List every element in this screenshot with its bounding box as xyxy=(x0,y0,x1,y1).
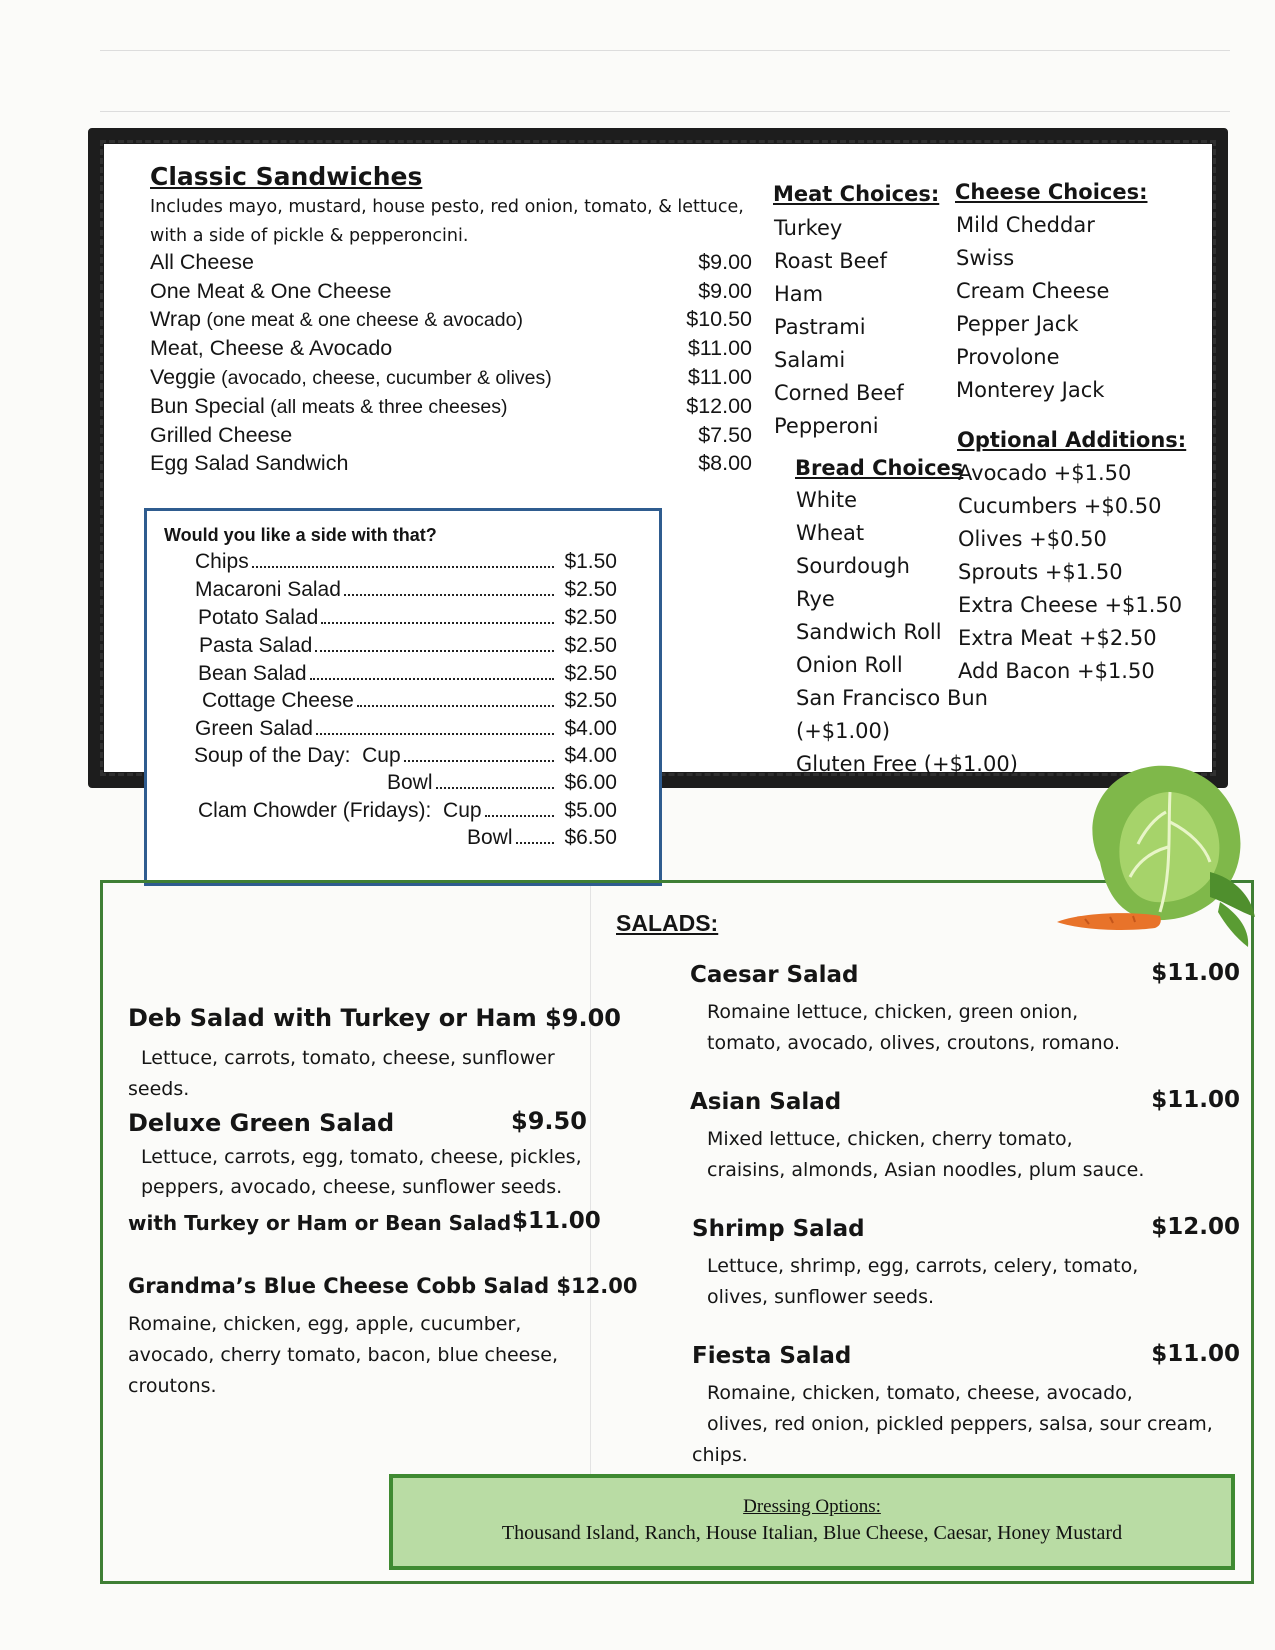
side-item-price: $6.50 xyxy=(564,826,617,849)
salad-desc: seeds. xyxy=(128,1078,190,1100)
salad-desc: olives, red onion, pickled peppers, salsa, sour cream, xyxy=(707,1413,1213,1435)
side-item-dots xyxy=(436,787,554,789)
meat-choice-item: Salami xyxy=(774,348,846,372)
side-item xyxy=(467,826,617,850)
cheese-choices-list xyxy=(956,209,1109,407)
side-item-dots xyxy=(310,678,554,680)
side-item-label: Bowl xyxy=(467,826,513,849)
sandwich-detail: (one meat & one cheese & avocado) xyxy=(200,309,523,331)
optional-additions-list xyxy=(958,457,1182,688)
sandwich-name: Veggie xyxy=(150,365,216,389)
cheese-choice-item: Swiss xyxy=(956,246,1015,270)
side-item xyxy=(387,771,617,795)
side-item xyxy=(198,662,617,686)
sandwich-item xyxy=(150,365,552,390)
sandwich-price: $7.50 xyxy=(698,423,752,447)
meat-choice-item: Turkey xyxy=(774,216,843,240)
side-item-dots xyxy=(321,622,554,624)
sandwich-detail: (avocado, cheese, cucumber & olives) xyxy=(215,367,552,389)
dressing-options-box xyxy=(389,1474,1235,1570)
cheese-choice-item: Mild Cheddar xyxy=(956,213,1095,237)
sandwich-name: All Cheese xyxy=(150,250,254,274)
salad-desc: olives, sunflower seeds. xyxy=(707,1286,935,1308)
salad-desc: tomato, avocado, olives, croutons, romano. xyxy=(707,1032,1120,1054)
sandwich-item xyxy=(150,307,523,332)
meat-choice-item: Ham xyxy=(774,282,824,306)
side-item xyxy=(199,634,617,658)
side-item xyxy=(198,799,617,823)
side-item xyxy=(195,550,617,574)
sandwich-name: Bun Special xyxy=(150,394,265,418)
salad-desc: Lettuce, carrots, tomato, cheese, sunflower xyxy=(141,1047,555,1069)
sandwich-name: Meat, Cheese & Avocado xyxy=(150,336,393,360)
salad-name: with Turkey or Ham or Bean Salad xyxy=(128,1211,512,1235)
side-item-price: $6.00 xyxy=(564,771,617,794)
salad-price: $9.50 xyxy=(511,1107,587,1135)
meat-choice-item: Corned Beef xyxy=(774,381,904,405)
side-item-dots xyxy=(252,566,554,568)
salad-desc: Lettuce, carrots, egg, tomato, cheese, pickles, xyxy=(141,1146,582,1168)
salad-price: $11.00 xyxy=(1151,1341,1240,1367)
bread-choice-item: White xyxy=(796,488,858,512)
cheese-choice-item: Pepper Jack xyxy=(956,312,1079,336)
sandwich-item xyxy=(150,279,391,304)
side-item-label: Bowl xyxy=(387,771,433,794)
sandwich-detail: (all meats & three cheeses) xyxy=(264,396,508,418)
side-item-label: Cottage Cheese xyxy=(202,689,354,712)
salad-desc: croutons. xyxy=(128,1375,217,1397)
sides-title: Would you like a side with that? xyxy=(164,525,437,545)
side-item-price: $2.50 xyxy=(564,606,617,629)
side-item xyxy=(202,689,617,713)
sandwich-price: $8.00 xyxy=(698,451,752,475)
side-item-price: $4.00 xyxy=(564,717,617,740)
salads-title: SALADS: xyxy=(616,910,719,936)
sandwich-name: Grilled Cheese xyxy=(150,423,293,447)
side-item-label: Clam Chowder (Fridays): Cup xyxy=(198,799,482,822)
side-item-label: Soup of the Day: Cup xyxy=(194,744,401,767)
sandwich-item xyxy=(150,394,508,419)
sandwiches-intro-line2: with a side of pickle & pepperoncini. xyxy=(150,226,469,246)
sandwich-item xyxy=(150,423,292,448)
salad-name: Deluxe Green Salad xyxy=(128,1109,395,1137)
meat-choices-list xyxy=(774,212,904,443)
salad-name: Shrimp Salad xyxy=(692,1216,865,1242)
bread-choice-item: Sandwich Roll xyxy=(796,620,942,644)
salad-name: Asian Salad xyxy=(690,1089,842,1115)
side-item-label: Bean Salad xyxy=(198,662,307,685)
sandwich-item xyxy=(150,336,392,361)
dressing-options-title: Dressing Options: xyxy=(743,1496,881,1517)
sandwich-name: Wrap xyxy=(150,307,201,331)
side-item-price: $2.50 xyxy=(564,662,617,685)
sandwich-price: $10.50 xyxy=(686,307,752,331)
side-item-label: Green Salad xyxy=(195,717,313,740)
salad-desc: Romaine, chicken, tomato, cheese, avocado, xyxy=(707,1382,1133,1404)
salad-desc: chips. xyxy=(692,1444,748,1466)
side-item-price: $2.50 xyxy=(564,689,617,712)
salad-name: Deb Salad with Turkey or Ham $9.00 xyxy=(128,1004,621,1032)
meat-choice-item: Roast Beef xyxy=(774,249,887,273)
cheese-choice-item: Cream Cheese xyxy=(956,279,1110,303)
meat-choice-item: Pastrami xyxy=(774,315,866,339)
bread-choices-title: Bread Choices xyxy=(795,456,964,480)
salad-desc: Romaine, chicken, egg, apple, cucumber, xyxy=(128,1313,522,1335)
cheese-choices-title: Cheese Choices: xyxy=(955,180,1148,204)
bread-choice-item: Wheat xyxy=(796,521,865,545)
side-item-dots xyxy=(344,594,554,596)
salad-desc: Mixed lettuce, chicken, cherry tomato, xyxy=(707,1128,1073,1150)
salad-price: $11.00 xyxy=(512,1208,601,1234)
side-item-dots xyxy=(516,842,554,844)
salad-name: Fiesta Salad xyxy=(692,1343,852,1369)
sandwich-name: One Meat & One Cheese xyxy=(150,279,392,303)
side-item-dots xyxy=(485,815,554,817)
optional-addition-item: Sprouts +$1.50 xyxy=(958,560,1123,584)
bread-choice-item: (+$1.00) xyxy=(796,719,891,743)
sandwich-price: $9.00 xyxy=(698,279,752,303)
bread-choice-item: Sourdough xyxy=(796,554,910,578)
bread-choice-item: Gluten Free (+$1.00) xyxy=(796,752,1018,776)
side-item-label: Macaroni Salad xyxy=(195,578,341,601)
side-item-label: Pasta Salad xyxy=(199,634,313,657)
side-item-dots xyxy=(357,705,554,707)
optional-addition-item: Olives +$0.50 xyxy=(958,527,1107,551)
side-item xyxy=(195,717,617,741)
optional-addition-item: Cucumbers +$0.50 xyxy=(958,494,1162,518)
bread-choice-item: Onion Roll xyxy=(796,653,903,677)
side-item xyxy=(198,606,617,630)
optional-addition-item: Extra Cheese +$1.50 xyxy=(958,593,1183,617)
side-item-price: $4.00 xyxy=(564,744,617,767)
sandwich-name: Egg Salad Sandwich xyxy=(150,451,349,475)
sandwich-price: $12.00 xyxy=(686,394,752,418)
salad-price: $12.00 xyxy=(1151,1214,1240,1240)
optional-addition-item: Extra Meat +$2.50 xyxy=(958,626,1157,650)
salad-desc: peppers, avocado, cheese, sunflower seeds. xyxy=(141,1176,563,1198)
salad-desc: Romaine lettuce, chicken, green onion, xyxy=(707,1001,1079,1023)
side-item-dots xyxy=(316,733,554,735)
sandwich-item xyxy=(150,250,254,275)
bread-choice-item: Rye xyxy=(796,587,835,611)
side-item-price: $2.50 xyxy=(564,578,617,601)
sandwich-item xyxy=(150,451,348,476)
sandwiches-intro-line1: Includes mayo, mustard, house pesto, red onion, tomato, & lettuce, xyxy=(150,197,744,217)
side-item-label: Potato Salad xyxy=(198,606,319,629)
optional-addition-item: Add Bacon +$1.50 xyxy=(958,659,1155,683)
carrot-icon xyxy=(1055,902,1165,938)
salad-desc: avocado, cherry tomato, bacon, blue cheese, xyxy=(128,1344,558,1366)
salad-name: Caesar Salad xyxy=(690,962,859,988)
classic-sandwiches-title: Classic Sandwiches xyxy=(150,162,423,191)
side-item xyxy=(195,578,617,602)
sandwich-price: $11.00 xyxy=(687,365,752,389)
cheese-choice-item: Monterey Jack xyxy=(956,378,1105,402)
side-item-dots xyxy=(404,760,554,762)
side-item-price: $1.50 xyxy=(564,550,617,573)
sides-box xyxy=(144,508,662,886)
bread-choice-item: San Francisco Bun xyxy=(796,686,988,710)
meat-choices-title: Meat Choices: xyxy=(773,182,940,206)
optional-additions-title: Optional Additions: xyxy=(957,428,1187,452)
side-item-price: $2.50 xyxy=(564,634,617,657)
salad-price: $11.00 xyxy=(1151,1087,1240,1113)
dressing-options-list: Thousand Island, Ranch, House Italian, Blue Cheese, Caesar, Honey Mustard xyxy=(501,1522,1123,1544)
side-item xyxy=(194,744,617,768)
cheese-choice-item: Provolone xyxy=(956,345,1060,369)
sandwich-price: $11.00 xyxy=(687,336,752,360)
salad-name: Grandma’s Blue Cheese Cobb Salad $12.00 xyxy=(128,1274,638,1298)
side-item-label: Chips xyxy=(195,550,249,573)
side-item-dots xyxy=(315,650,554,652)
salad-price: $11.00 xyxy=(1151,960,1240,986)
meat-choice-item: Pepperoni xyxy=(774,414,879,438)
salad-desc: Lettuce, shrimp, egg, carrots, celery, tomato, xyxy=(707,1255,1139,1277)
side-item-price: $5.00 xyxy=(564,799,617,822)
salad-desc: craisins, almonds, Asian noodles, plum sauce. xyxy=(707,1159,1145,1181)
sandwich-price: $9.00 xyxy=(698,250,752,274)
optional-addition-item: Avocado +$1.50 xyxy=(958,461,1132,485)
